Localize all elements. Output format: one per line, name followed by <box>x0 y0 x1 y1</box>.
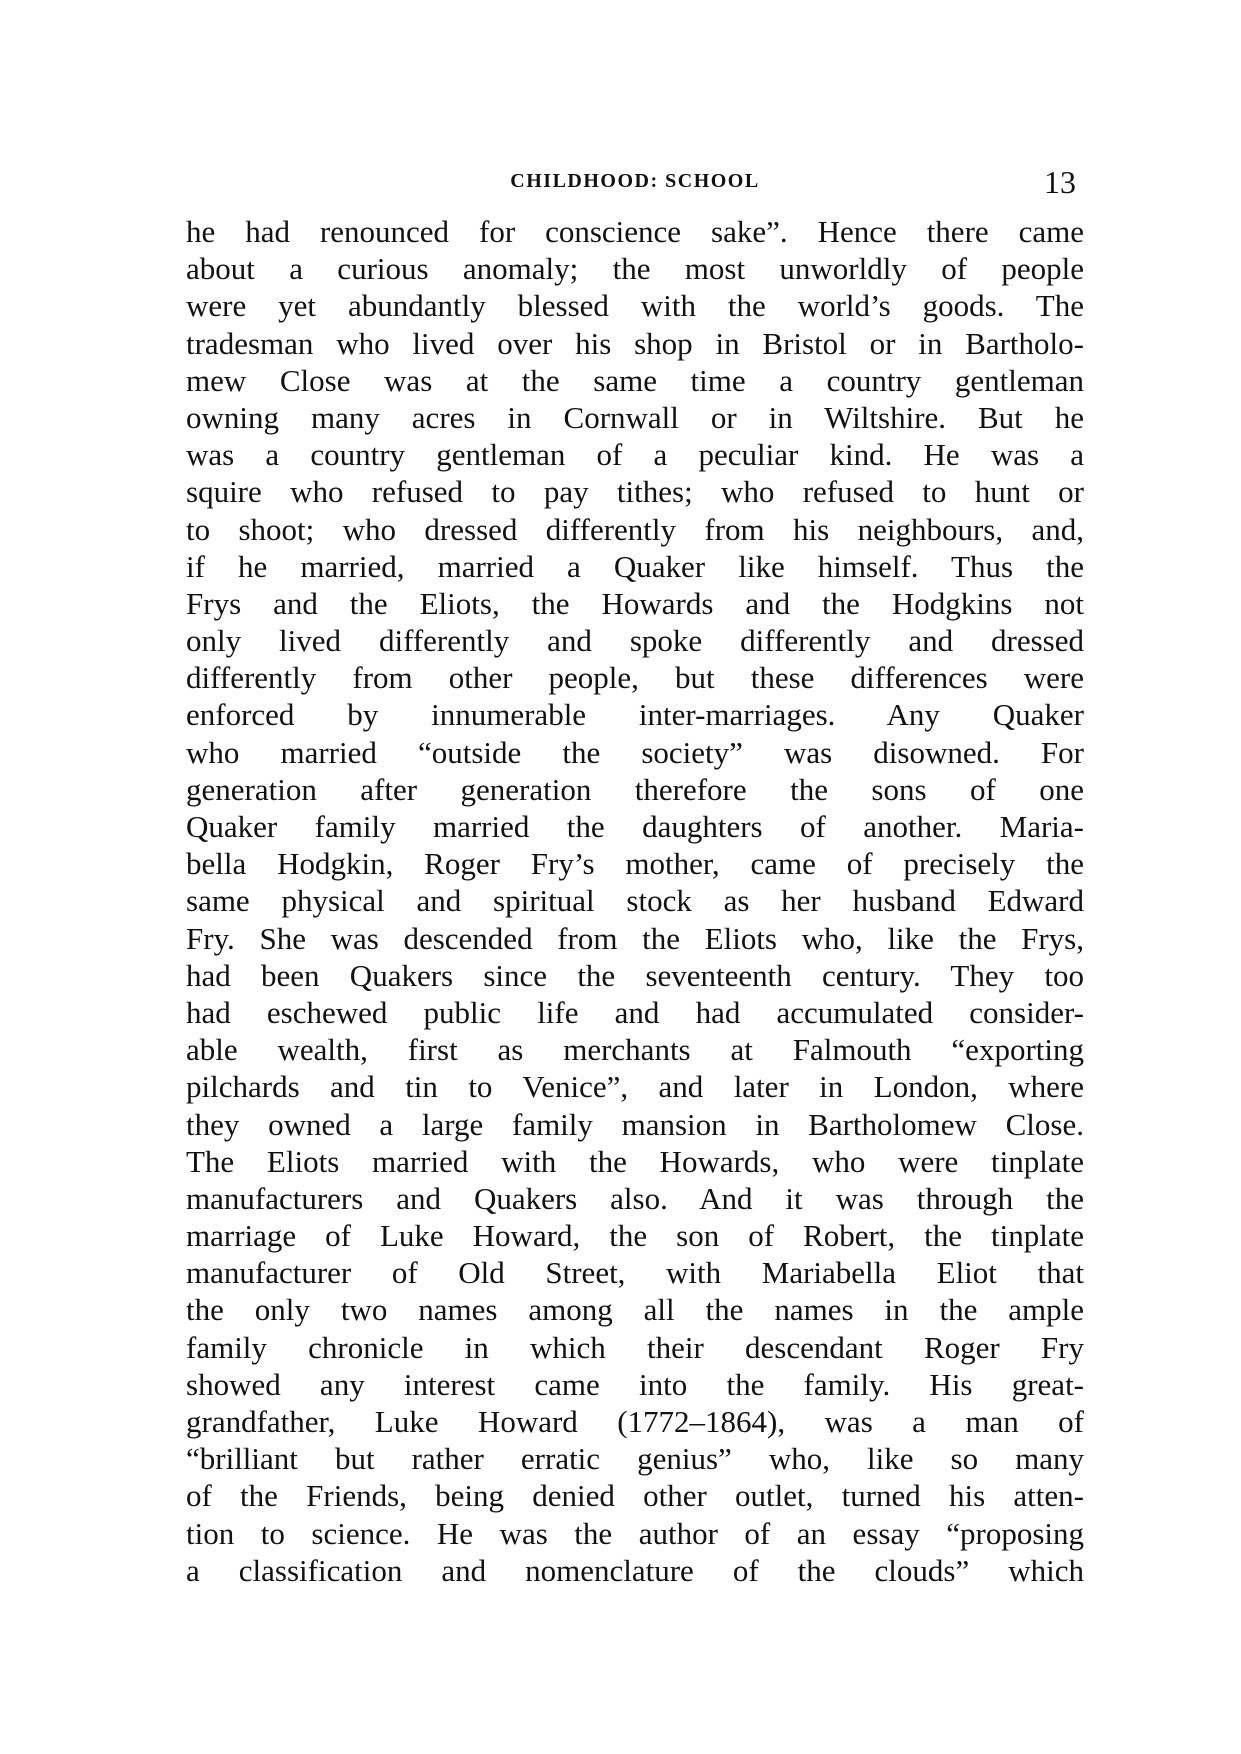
text-line: owning many acres in Cornwall or in Wiltshire. But he <box>186 399 1084 435</box>
text-line: Quaker family married the daughters of another. Maria- <box>186 809 1084 844</box>
text-line: able wealth, first as merchants at Falmouth “exporting <box>186 1032 1084 1068</box>
text-line: tion to science. He was the author of an essay “proposing <box>186 1515 1084 1551</box>
text-line: tradesman who lived over his shop in Bristol or in Bartholo- <box>186 325 1084 361</box>
text-line: manufacturers and Quakers also. And it was through the <box>186 1180 1084 1216</box>
text-line: about a curious anomaly; the most unworldly of people <box>186 251 1084 287</box>
body-text <box>186 213 1084 1589</box>
text-line: had been Quakers since the seventeenth century. They too <box>186 957 1084 993</box>
page-number: 13 <box>1044 164 1076 200</box>
text-line: they owned a large family mansion in Bartholomew Close. <box>186 1106 1084 1142</box>
text-line: squire who refused to pay tithes; who refused to hunt or <box>186 474 1084 510</box>
running-head <box>186 166 1084 206</box>
text-line: was a country gentleman of a peculiar kind. He was a <box>186 437 1084 473</box>
text-line: were yet abundantly blessed with the world’s goods. The <box>186 288 1084 324</box>
text-line: grandfather, Luke Howard (1772–1864), was a man of <box>186 1404 1084 1439</box>
text-line: bella Hodgkin, Roger Fry’s mother, came of precisely the <box>186 846 1084 882</box>
text-line: “brilliant but rather erratic genius” who, like so many <box>186 1441 1084 1477</box>
text-line: of the Friends, being denied other outlet, turned his atten- <box>186 1478 1084 1514</box>
text-line: the only two names among all the names in the ample <box>186 1292 1084 1328</box>
text-line: Fry. She was descended from the Eliots who, like the Frys, <box>186 920 1084 956</box>
text-line: generation after generation therefore the sons of one <box>186 771 1084 807</box>
text-line: only lived differently and spoke differently and dressed <box>186 623 1084 659</box>
text-line: same physical and spiritual stock as her husband Edward <box>186 883 1084 919</box>
text-line: manufacturer of Old Street, with Mariabella Eliot that <box>186 1255 1084 1291</box>
text-line: showed any interest came into the family. His great- <box>186 1366 1084 1402</box>
text-line: he had renounced for conscience sake”. Hence there came <box>186 214 1084 249</box>
text-line: Frys and the Eliots, the Howards and the Hodgkins not <box>186 585 1084 621</box>
text-line: if he married, married a Quaker like himself. Thus the <box>186 548 1084 584</box>
text-line: who married “outside the society” was disowned. For <box>186 734 1084 770</box>
text-line: enforced by innumerable inter-marriages. Any Quaker <box>186 697 1084 733</box>
text-line: family chronicle in which their descendant Roger Fry <box>186 1329 1084 1365</box>
text-line: marriage of Luke Howard, the son of Robert, the tinplate <box>186 1218 1084 1254</box>
text-line: to shoot; who dressed differently from his neighbours, and, <box>186 511 1084 547</box>
text-line: differently from other people, but these differences were <box>186 660 1084 696</box>
text-line: The Eliots married with the Howards, who were tinplate <box>186 1143 1084 1179</box>
text-line: mew Close was at the same time a country gentleman <box>186 362 1084 398</box>
text-line: pilchards and tin to Venice”, and later in London, where <box>186 1069 1084 1105</box>
running-title: CHILDHOOD: SCHOOL <box>510 170 760 192</box>
text-line: had eschewed public life and had accumulated consider- <box>186 994 1084 1030</box>
text-line: a classification and nomenclature of the clouds” which <box>186 1552 1084 1588</box>
